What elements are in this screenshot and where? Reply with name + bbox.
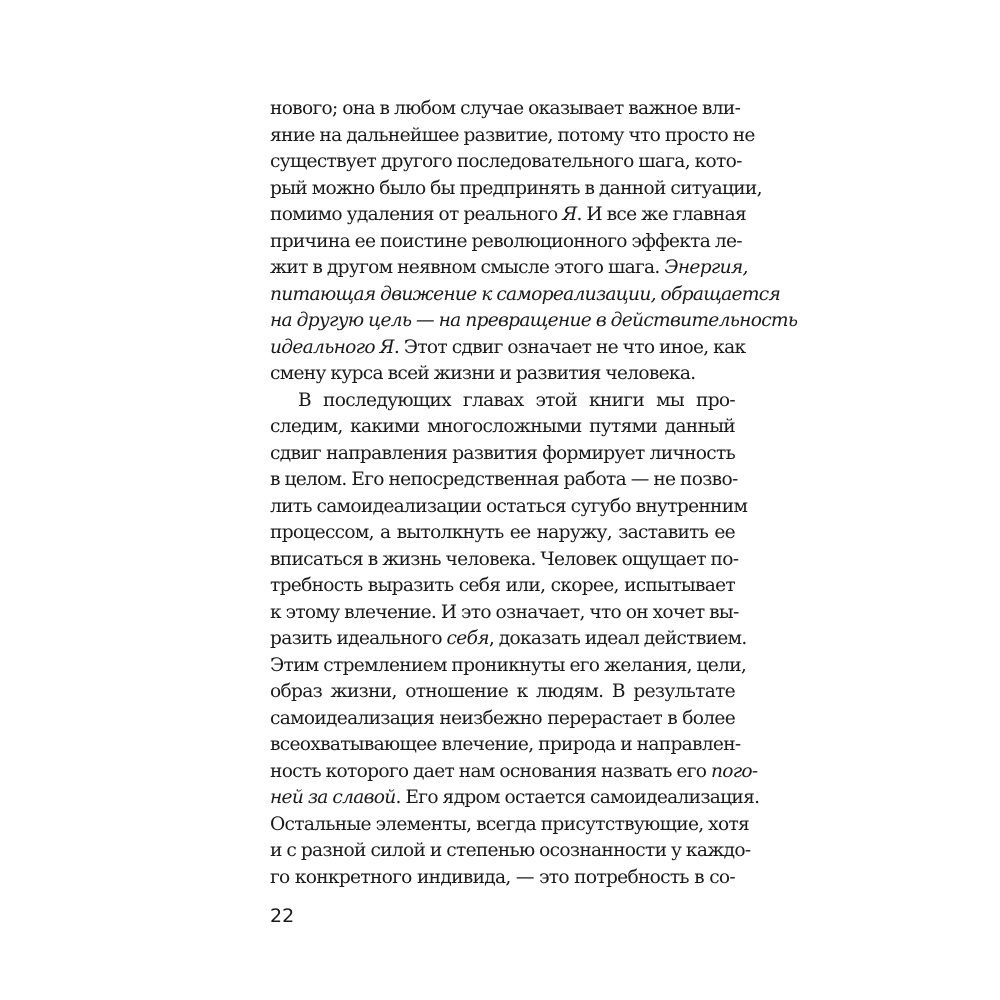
text-run: яние на дальнейшее развитие, потому что просто не <box>270 124 755 146</box>
text-line <box>270 123 755 150</box>
text-line <box>270 361 735 388</box>
italic-text: Я <box>562 204 577 225</box>
text-line <box>270 388 735 415</box>
text-line <box>270 96 741 123</box>
text-line <box>270 865 735 892</box>
text-run: следим, какими многосложными путями данный <box>270 416 735 437</box>
page-body <box>270 96 798 891</box>
text-run: , доказать идеал действием. <box>488 628 747 649</box>
text-run: к этому влечение. И это означает, что он хочет вы- <box>270 601 739 623</box>
text-line <box>270 176 762 203</box>
text-line <box>270 282 781 309</box>
text-line <box>270 255 748 282</box>
text-run: . И все же главная <box>576 204 746 225</box>
italic-text: идеального Я <box>270 336 394 358</box>
text-line <box>270 600 739 627</box>
text-run: В последующих главах этой книги мы про- <box>298 389 735 411</box>
text-line <box>270 706 735 733</box>
italic-text: ней за славой <box>270 787 396 808</box>
text-run: ность которого дает нам основания назвать его <box>270 760 711 782</box>
text-run: го конкретного индивида, — это потребность в со- <box>270 866 735 888</box>
text-run: всеохватывающее влечение, природа и направлен- <box>270 734 741 755</box>
text-line <box>270 838 751 865</box>
italic-text: Энергия, <box>664 257 748 278</box>
text-line <box>270 467 738 494</box>
text-line <box>270 520 735 547</box>
text-run: смену курса всей жизни и развития человека. <box>270 363 696 384</box>
text-line <box>270 202 746 229</box>
text-run: Этим стремлением проникнуты его желания, цели, <box>270 654 747 676</box>
text-line <box>270 414 735 441</box>
text-line <box>270 441 735 468</box>
text-run: . Его ядром остается самоидеализация. <box>395 787 760 808</box>
text-run: требность выразить себя или, скорее, испытывает <box>270 575 735 596</box>
text-run: причина ее поистине революционного эффекта ле- <box>270 230 742 252</box>
text-run: нового; она в любом случае оказывает важное вли- <box>270 98 741 119</box>
text-line <box>270 494 748 521</box>
text-run: сдвиг направления развития формирует личность <box>270 442 735 464</box>
italic-text: пого- <box>710 760 758 782</box>
text-run: жит в другом неявном смысле этого шага. <box>270 257 665 278</box>
text-line <box>270 812 750 839</box>
text-line <box>270 308 798 335</box>
italic-text: на другую цель — на превращение в действительность <box>270 310 798 331</box>
text-run: существует другого последовательного шага, кото- <box>270 151 742 172</box>
text-run: в целом. Его непосредственная работа — не позво- <box>270 469 738 490</box>
text-run: и с разной силой и степенью осознанности у каждо- <box>270 840 751 861</box>
text-run: вписаться в жизнь человека. Человек ощущает по- <box>270 548 739 570</box>
italic-text: себя <box>446 628 489 649</box>
text-line <box>270 626 747 653</box>
text-run: рый можно было бы предпринять в данной ситуации, <box>270 177 762 199</box>
text-run: процессом, а вытолкнуть ее наружу, заставить ее <box>270 522 735 543</box>
text-line <box>270 229 742 256</box>
text-line <box>270 732 741 759</box>
text-run: образ жизни, отношение к людям. В результате <box>270 681 735 702</box>
text-run: самоидеализация неизбежно перерастает в более <box>270 707 735 729</box>
page-number: 22 <box>270 905 295 927</box>
text-line <box>270 573 735 600</box>
text-run: разить идеального <box>270 628 447 649</box>
text-line <box>270 759 758 786</box>
text-line <box>270 547 739 574</box>
text-line <box>270 679 735 706</box>
text-run: лить самоидеализации остаться сугубо внутренним <box>270 495 748 517</box>
text-line <box>270 149 742 176</box>
italic-text: питающая движение к самореализации, обращается <box>270 283 781 305</box>
text-line <box>270 653 747 680</box>
text-line <box>270 785 760 812</box>
text-run: . Этот сдвиг означает не что иное, как <box>393 336 746 358</box>
text-run: Остальные элементы, всегда присутствующие, хотя <box>270 813 750 835</box>
text-run: помимо удаления от реального <box>270 204 563 225</box>
text-line <box>270 335 746 362</box>
